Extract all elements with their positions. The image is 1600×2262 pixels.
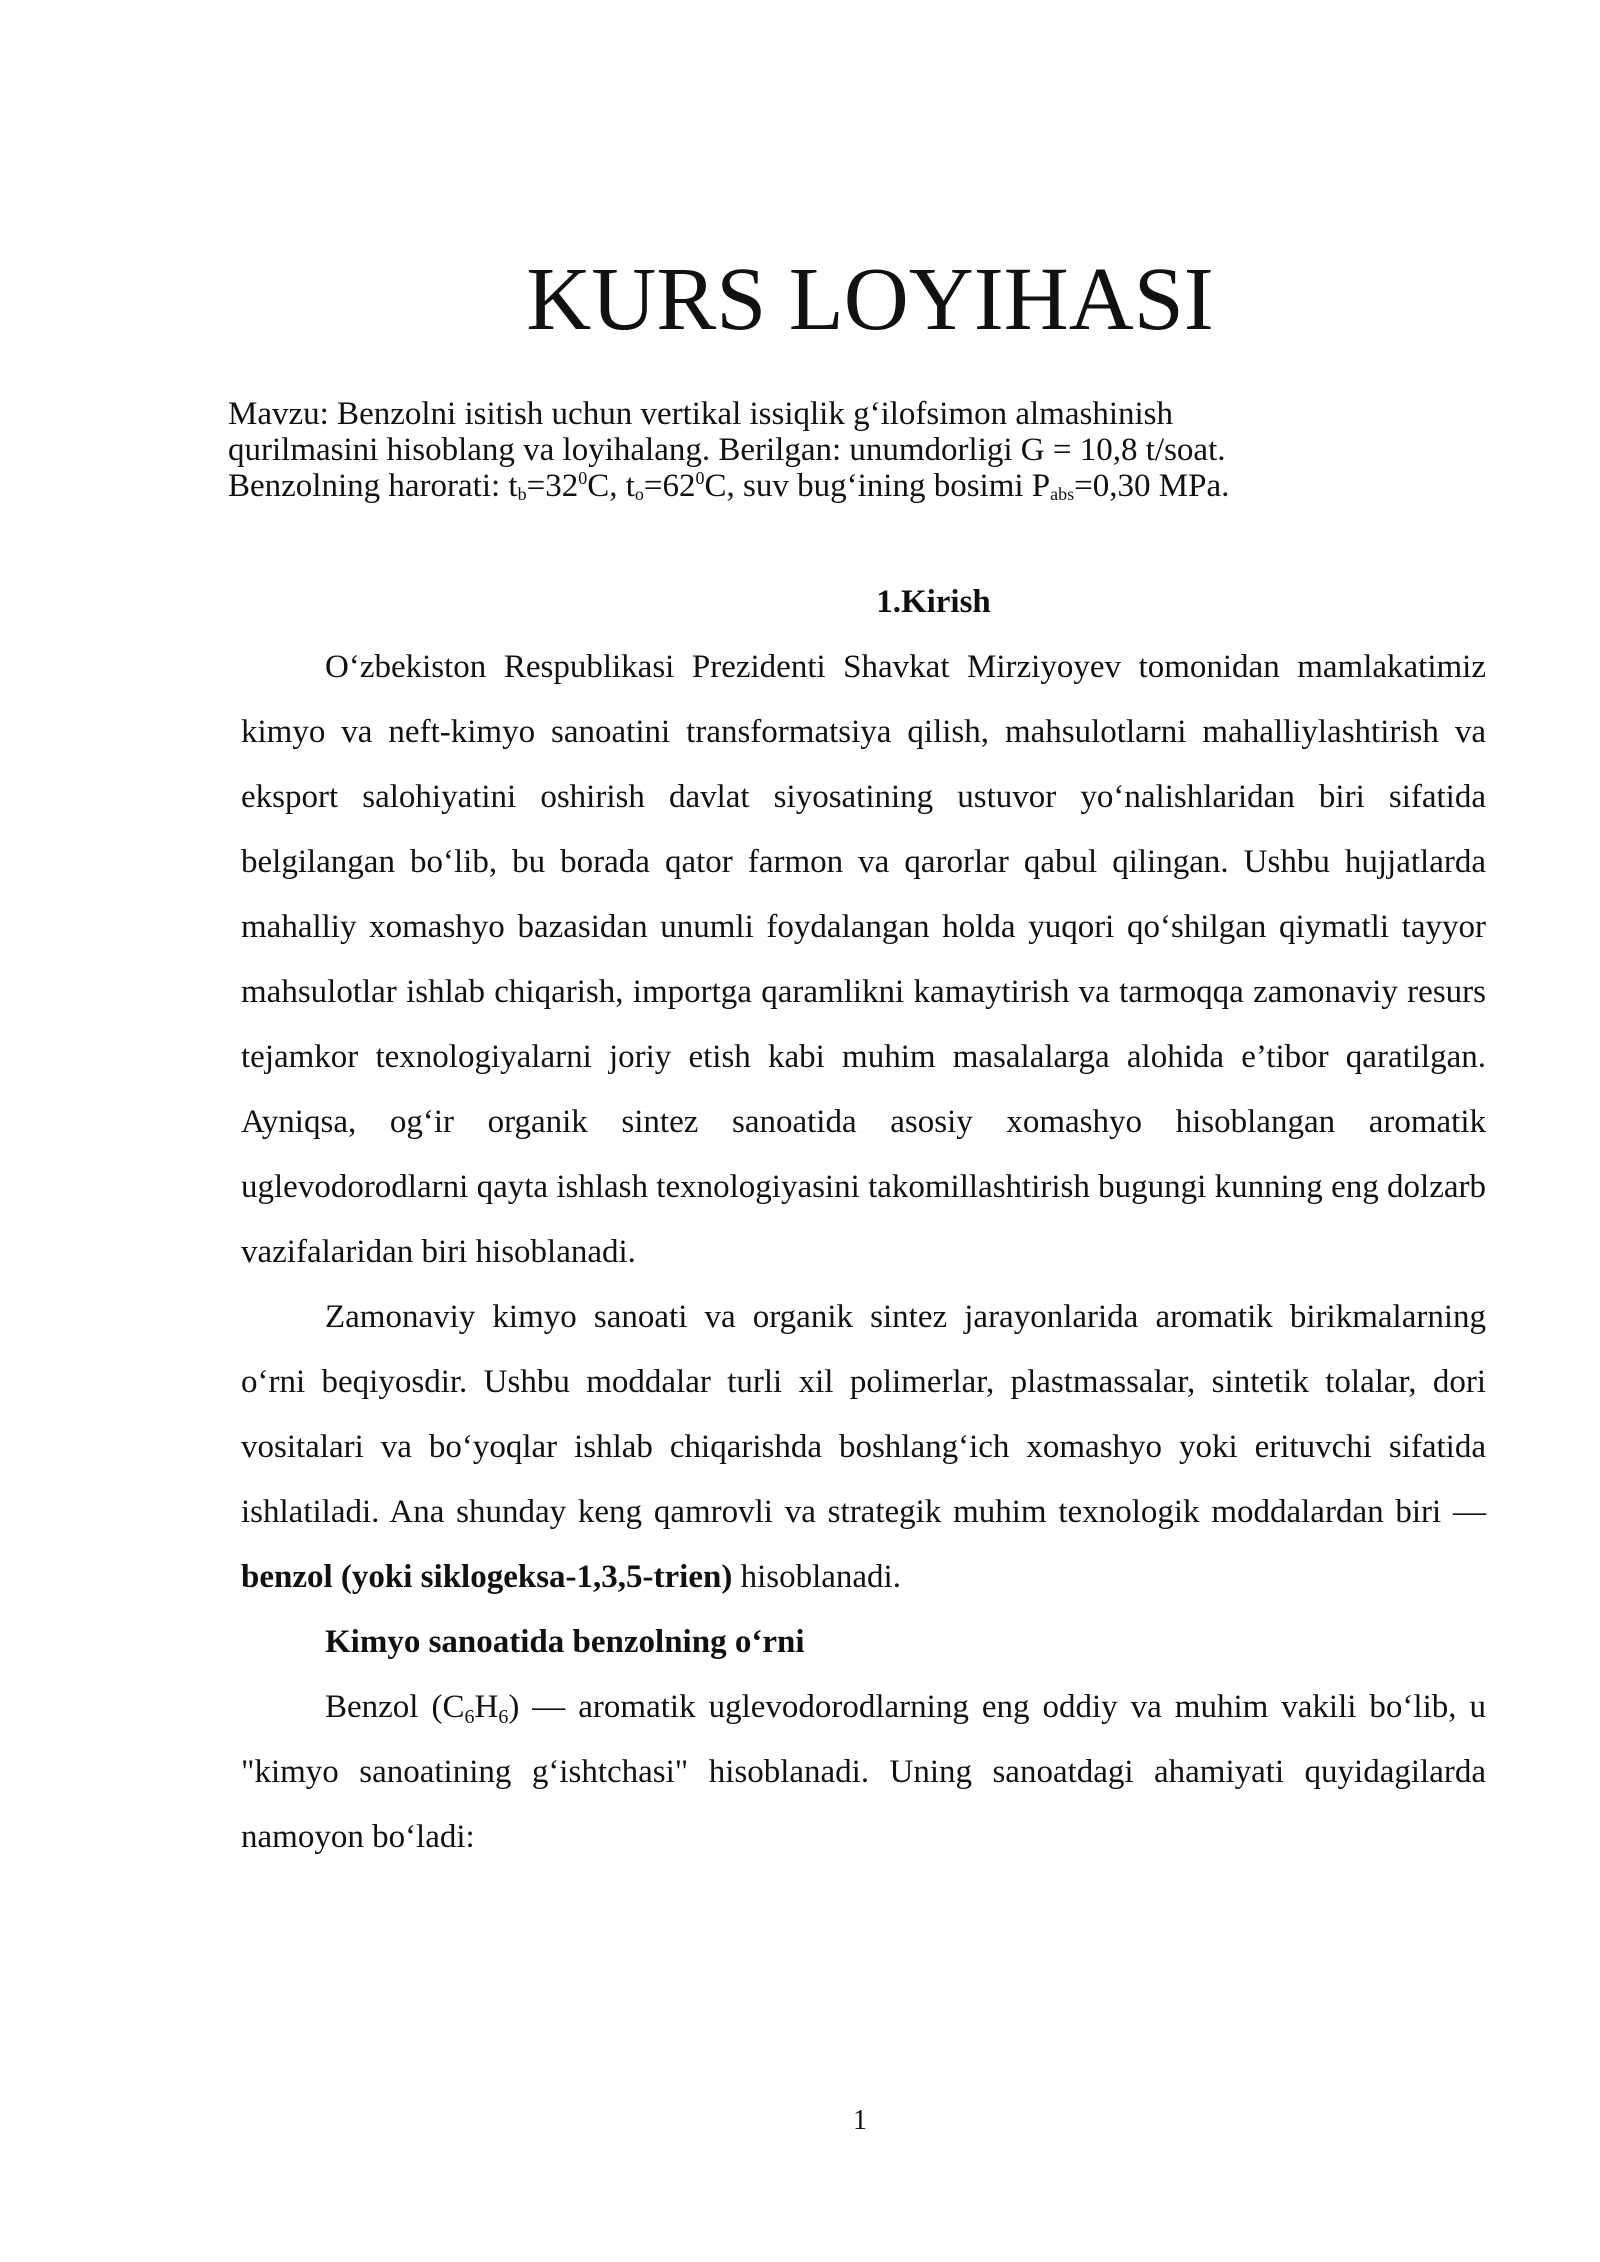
- pressure-subscript: abs: [1050, 484, 1075, 504]
- paragraph-2-end: hisoblanadi.: [732, 1559, 901, 1595]
- subsection-heading: Kimyo sanoatida benzolning o‘rni: [325, 1624, 805, 1660]
- to-subscript: o: [634, 484, 644, 504]
- pressure-value: =0,30 MPa.: [1074, 468, 1230, 504]
- paragraph-3-rest: ) — aromatik uglevodorodlarning eng oddiy va muhim vakili bo‘lib, u "kimyo sanoatining g‘ishtchasi" hisoblanadi. Uning sanoatdagi ahamiyati quyidagilarda namoyon bo‘ladi:: [241, 1689, 1486, 1855]
- tb-value: =32: [526, 468, 579, 504]
- pressure-label: C, suv bug‘ining bosimi P: [704, 468, 1051, 504]
- intro-paragraph-2: [241, 1285, 1486, 1610]
- topic-line-3-prefix: Benzolning harorati: t: [228, 468, 518, 504]
- page-number: 1: [853, 2105, 867, 2136]
- hydrogen-letter: H: [474, 1689, 499, 1725]
- document-body: [241, 570, 1486, 1870]
- degree-mark-1: 0: [578, 468, 588, 488]
- section-heading: 1.Kirish: [876, 584, 991, 620]
- intro-paragraph-3: [241, 1675, 1486, 1870]
- assignment-topic: [228, 396, 1428, 504]
- benzol-highlight: benzol (yoki siklogeksa-1,3,5-trien): [241, 1559, 733, 1595]
- to-label: C, t: [587, 468, 635, 504]
- hydrogen-subscript: 6: [498, 1706, 509, 1728]
- to-value: =62: [643, 468, 696, 504]
- paragraph-3-start: Benzol (C: [325, 1689, 465, 1725]
- degree-mark-2: 0: [695, 468, 705, 488]
- tb-subscript: b: [517, 484, 527, 504]
- paragraph-2-text: Zamonaviy kimyo sanoati va organik sintez jarayonlarida aromatik birikmalarning o‘rni beqiyosdir. Ushbu moddalar turli xil polimerlar, plastmassalar, sintetik tolalar, dori vositalari va bo‘yoqlar ishlab chiqarishda boshlang‘ich xomashyo yoki erituvchi sifatida ishlatiladi. Ana shunday keng qamrovli va strategik muhim texnologik moddalardan biri —: [241, 1299, 1486, 1530]
- intro-paragraph-1: O‘zbekiston Respublikasi Prezidenti Shavkat Mirziyoyev tomonidan mamlakatimiz kimyo va neft-kimyo sanoatini transformatsiya qilish, mahsulotlarni mahalliylashtirish va eksport salohiyatini oshirish davlat siyosatining ustuvor yo‘nalishlaridan biri sifatida belgilangan bo‘lib, bu borada qator farmon va qarorlar qabul qilingan. Ushbu hujjatlarda mahalliy xomashyo bazasidan unumli foydalangan holda yuqori qo‘shilgan qiymatli tayyor mahsulotlar ishlab chiqarish, importga qaramlikni kamaytirish va tarmoqqa zamonaviy resurs tejamkor texnologiyalarni joriy etish kabi muhim masalalarga alohida e’tibor qaratilgan. Ayniqsa, og‘ir organik sintez sanoatida asosiy xomashyo hisoblangan aromatik uglevodorodlarni qayta ishlash texnologiyasini takomillashtirish bugungi kunning eng dolzarb vazifalaridan biri hisoblanadi.: [241, 649, 1486, 1270]
- carbon-subscript: 6: [464, 1706, 475, 1728]
- topic-line-1: Mavzu: Benzolni isitish uchun vertikal issiqlik g‘ilofsimon almashinish: [228, 396, 1173, 432]
- document-title: KURS LOYIHASI: [526, 250, 1214, 349]
- topic-line-2: qurilmasini hisoblang va loyihalang. Berilgan: unumdorligi G = 10,8 t/soat.: [228, 432, 1226, 468]
